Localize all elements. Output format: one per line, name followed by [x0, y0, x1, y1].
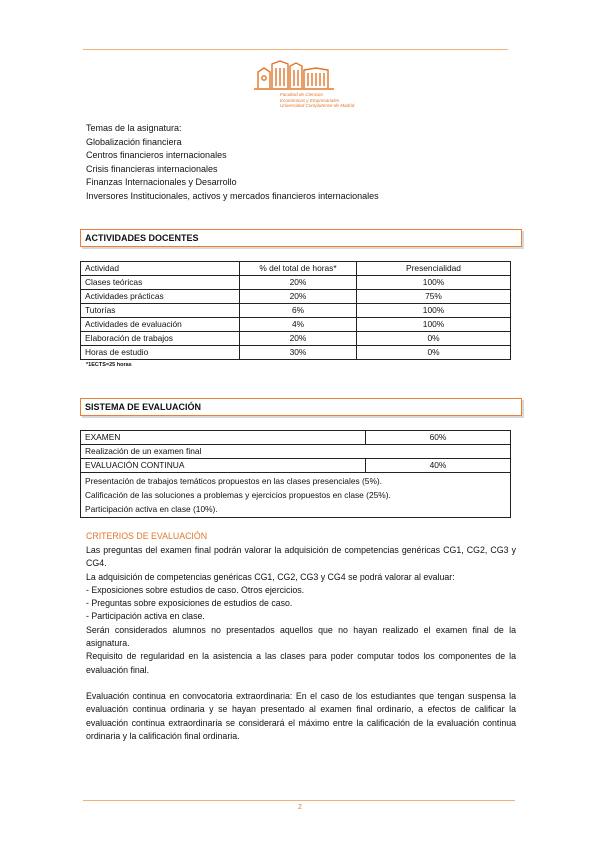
footer-rule: [83, 800, 515, 801]
criteria-paragraph: - Preguntas sobre exposiciones de estudios de caso.: [86, 598, 293, 609]
topic-item: Inversores Institucionales, activos y mercados financieros internacionales: [86, 190, 379, 201]
activity-name: Actividades de evaluación: [81, 318, 240, 332]
column-header: % del total de horas*: [240, 262, 357, 276]
table-row: [81, 276, 511, 290]
activity-name: Clases teóricas: [81, 276, 240, 290]
topic-item: Globalización financiera: [86, 136, 182, 147]
criteria-text: [86, 544, 516, 743]
page-number: 2: [298, 804, 302, 811]
table-row: [81, 332, 511, 346]
exam-description: Realización de un examen final: [81, 445, 511, 459]
table-row: [81, 445, 511, 459]
faculty-logo: [250, 58, 355, 116]
table-row: [81, 290, 511, 304]
continuous-item: Calificación de las soluciones a problemas y ejercicios propuestos en clase (25%).: [85, 490, 391, 500]
header-rule: [83, 49, 508, 50]
continuous-item: Presentación de trabajos temáticos propuestos en las clases presenciales (5%).: [85, 476, 383, 486]
activities-table: [80, 261, 511, 360]
table-row: [81, 304, 511, 318]
criteria-paragraph: Requisito de regularidad en la asistencia a las clases para poder computar todos los componentes de la evaluación final.: [86, 651, 516, 675]
criteria-title: CRITERIOS DE EVALUACIÓN: [86, 531, 208, 541]
logo-line-1: Facultad de Ciencias: [280, 92, 323, 97]
evaluation-heading: SISTEMA DE EVALUACIÓN: [80, 398, 522, 416]
criteria-paragraph: La adquisición de competencias genéricas CG1, CG2, CG3 y CG4 se podrá valorar al evaluar:: [86, 571, 455, 582]
activity-name: Tutorías: [81, 304, 240, 318]
table-row: [81, 459, 511, 473]
column-header: Presencialidad: [357, 262, 511, 276]
topic-item: Finanzas Internacionales y Desarrollo: [86, 177, 237, 188]
criteria-paragraph: Las preguntas del examen final podrán valorar la adquisición de competencias genéricas CG1, CG2, CG3 y CG4.: [86, 545, 516, 569]
activity-hours: 20%: [240, 332, 357, 346]
activity-hours: 4%: [240, 318, 357, 332]
table-header-row: [81, 262, 511, 276]
activity-presence: 0%: [357, 332, 511, 346]
activity-hours: 30%: [240, 346, 357, 360]
activity-presence: 0%: [357, 346, 511, 360]
activity-name: Horas de estudio: [81, 346, 240, 360]
topic-item: Crisis financieras internacionales: [86, 163, 218, 174]
ects-footnote: *1ECTS=25 horas: [86, 362, 132, 368]
logo-line-2: Económicas y Empresariales: [280, 97, 340, 103]
activity-presence: 100%: [357, 304, 511, 318]
exam-label: EXAMEN: [81, 431, 366, 445]
building-icon: [250, 58, 350, 94]
evaluation-table: [80, 430, 511, 518]
table-row: [81, 346, 511, 360]
activity-hours: 20%: [240, 276, 357, 290]
activity-presence: 100%: [357, 318, 511, 332]
activity-name: Elaboración de trabajos: [81, 332, 240, 346]
criteria-paragraph: Serán considerados alumnos no presentados aquellos que no hayan realizado el examen final de la asignatura.: [86, 624, 516, 649]
table-row: [81, 473, 511, 518]
activity-hours: 20%: [240, 290, 357, 304]
criteria-paragraph: Evaluación continua en convocatoria extraordinaria: En el caso de los estudiantes que tengan suspensa la evaluación continua ordinaria y se hayan presentado al examen final ordinario, a efectos de calificar la evaluación continua extraordinaria se considerará el máximo entre la calificación de la evaluación continua ordinaria y la calificación final ordinaria.: [86, 690, 516, 741]
continuous-item: Participación activa en clase (10%).: [85, 504, 218, 514]
activity-name: Actividades prácticas: [81, 290, 240, 304]
activity-presence: 100%: [357, 276, 511, 290]
activity-presence: 75%: [357, 290, 511, 304]
table-row: [81, 431, 511, 445]
table-row: [81, 318, 511, 332]
activity-hours: 6%: [240, 304, 357, 318]
continuous-weight: 40%: [366, 459, 511, 473]
continuous-label: EVALUACIÓN CONTINUA: [81, 459, 366, 473]
topic-item: Centros financieros internacionales: [86, 150, 227, 161]
criteria-paragraph: - Exposiciones sobre estudios de caso. Otros ejercicios.: [86, 584, 305, 595]
logo-line-3: Universidad Complutense de Madrid: [280, 103, 355, 108]
activities-heading: ACTIVIDADES DOCENTES: [80, 229, 522, 247]
continuous-items: [81, 473, 511, 518]
exam-weight: 60%: [366, 431, 511, 445]
course-topics: [86, 122, 379, 204]
topics-title: Temas de la asignatura:: [86, 123, 182, 133]
criteria-paragraph: - Participación activa en clase.: [86, 611, 205, 622]
column-header: Actividad: [81, 262, 240, 276]
